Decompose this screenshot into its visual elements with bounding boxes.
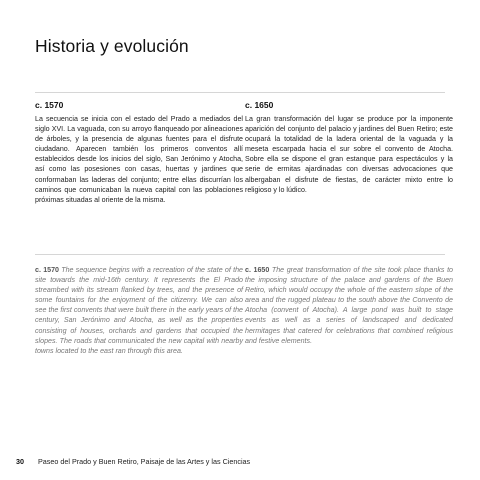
section-c1570-spanish [35, 100, 243, 205]
english-body-text: The great transformation of the site took place thanks to the imposing structure of the palace and gardens of the Buen Retiro, which would occupy the whole of the eastern slope of the area and the rugged plateau to the south above the Convento de Atocha (convent of Atocha). A large pond was built to stage events as well as a series of landscaped and dedicated hermitages that catered for celebrations that combined religious and festive elements. [245, 266, 453, 345]
top-divider [35, 92, 445, 93]
page-title: Historia y evolución [35, 36, 189, 56]
section-c1650-spanish [245, 100, 453, 195]
middle-divider [35, 254, 445, 255]
section-body-english [245, 265, 453, 346]
section-body-spanish: La secuencia se inicia con el estado del Prado a mediados del siglo XVI. La vaguada, con su arroyo flanqueado por alineaciones de árboles, y la presencia de algunas fuentes para el disfrute ciudadano. Aparecen también los primeros conventos allí establecidos desde los inicios del siglo, San Jerónimo y Atocha, así como las posesiones con casas, huertas y jardines que conformaban las laderas del conjunto; entre ellas discurrían los caminos que comunicaban la nueva capital con las poblaciones próximas situadas al oriente de la misma. [35, 115, 243, 204]
section-body-spanish: La gran transformación del lugar se produce por la imponente aparición del conjunto del palacio y jardines del Buen Retiro; este ocupará la totalidad de la ladera oriental de la vaguada y la meseta escarpada hacia el sur sobre el convento de Atocha. Sobre ella se dispone el gran estanque para espectáculos y la serie de ermitas ajardinadas con diversas advocaciones que albergaban el disfrute de fiestas, de carácter mixto entre lo religioso y lo lúdico. [245, 115, 453, 194]
section-c1570-english [35, 265, 243, 356]
footer-book-title: Paseo del Prado y Buen Retiro, Paisaje de las Artes y las Ciencias [38, 457, 251, 466]
section-year-heading: c. 1570 [35, 100, 64, 110]
english-year-label: c. 1650 [245, 266, 270, 274]
section-c1650-english [245, 265, 453, 346]
page-number: 30 [16, 457, 24, 466]
english-year-label: c. 1570 [35, 266, 59, 274]
section-body-english [35, 265, 243, 356]
section-year-heading: c. 1650 [245, 100, 274, 110]
english-body-text: The sequence begins with a recreation of the state of the site towards the mid-16th century. It represents the El Prado streambed with its stream flanked by trees, and the presence of some fountains for the enjoyment of the citizenry. We can also see the first convents that were built there in the early years of the century, San Jerónimo and Atocha, as well as the properties consisting of houses, orchards and gardens that occupied the slopes. The roads that communicated the new capital with nearby towns located to the east ran through this area. [35, 266, 243, 355]
